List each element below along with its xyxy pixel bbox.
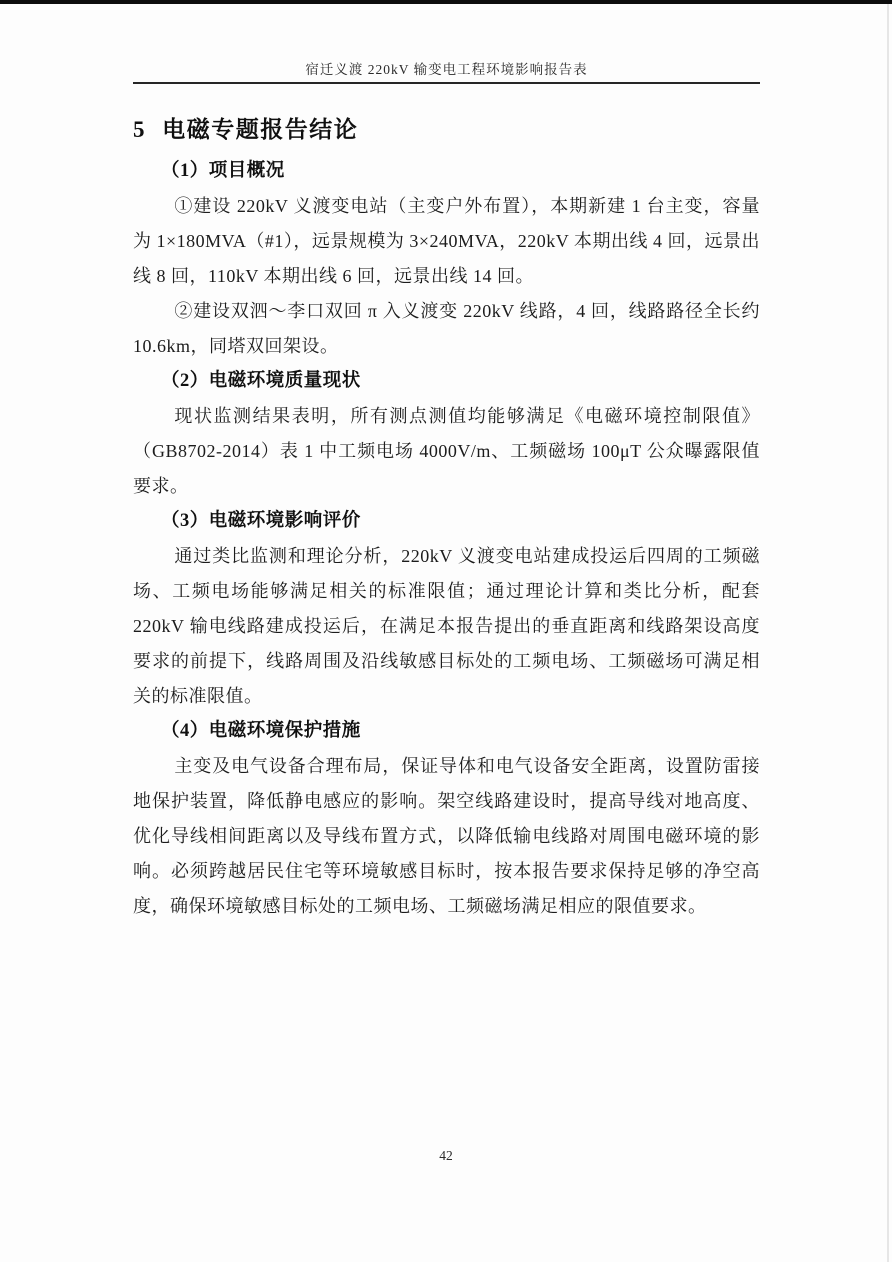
section-heading-3: （3）电磁环境影响评价 bbox=[161, 511, 361, 531]
page-content bbox=[133, 0, 760, 924]
running-header-title: 宿迁义渡 220kV 输变电工程环境影响报告表 bbox=[305, 62, 588, 77]
section-heading-4: （4）电磁环境保护措施 bbox=[161, 721, 361, 741]
page-number: 42 bbox=[439, 1148, 453, 1163]
section-2-paragraph-1: 现状监测结果表明，所有测点测值均能够满足《电磁环境控制限值》（GB8702-2014）表 1 中工频电场 4000V/m、工频磁场 100μT 公众曝露限值要求。 bbox=[133, 406, 760, 496]
section-1-paragraph-2: ②建设双泗～李口双回 π 入义渡变 220kV 线路，4 回，线路路径全长约 10.6km，同塔双回架设。 bbox=[133, 301, 760, 356]
section-heading-2: （2）电磁环境质量现状 bbox=[161, 371, 361, 391]
scan-right-edge bbox=[887, 4, 889, 1262]
section-heading-1: （1）项目概况 bbox=[161, 161, 285, 181]
header-rule bbox=[133, 82, 760, 84]
chapter-title: 5 电磁专题报告结论 bbox=[133, 117, 359, 142]
section-3-paragraph-1: 通过类比监测和理论分析，220kV 义渡变电站建成投运后四周的工频磁场、工频电场能够满足相关的标准限值；通过理论计算和类比分析，配套 220kV 输电线路建成投运后，在满足本报告提出的垂直距离和线路架设高度要求的前提下，线路周围及沿线敏感目标处的工频电场、工频磁场可满足相关的标准限值。 bbox=[133, 546, 760, 706]
section-4-paragraph-1: 主变及电气设备合理布局，保证导体和电气设备安全距离，设置防雷接地保护装置，降低静电感应的影响。架空线路建设时，提高导线对地高度、优化导线相间距离以及导线布置方式，以降低输电线路对周围电磁环境的影响。必须跨越居民住宅等环境敏感目标时，按本报告要求保持足够的净空高度，确保环境敏感目标处的工频电场、工频磁场满足相应的限值要求。 bbox=[133, 756, 760, 916]
section-1-paragraph-1: ①建设 220kV 义渡变电站（主变户外布置），本期新建 1 台主变，容量为 1×180MVA（#1），远景规模为 3×240MVA，220kV 本期出线 4 回，远景出线 8 回，110kV 本期出线 6 回，远景出线 14 回。 bbox=[133, 196, 760, 286]
